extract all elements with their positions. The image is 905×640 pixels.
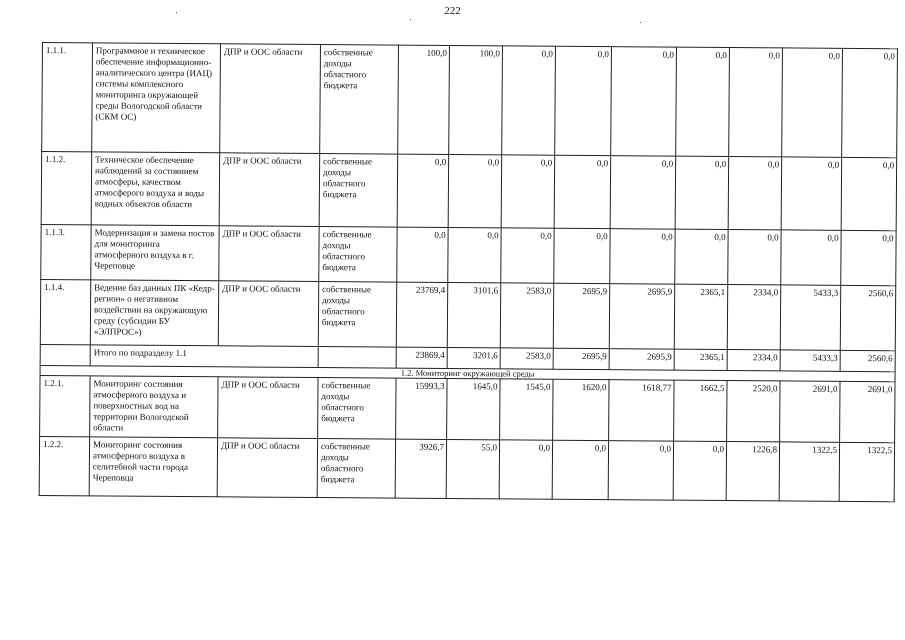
scan-speck	[410, 19, 411, 20]
empty-cell	[318, 347, 396, 369]
value-cell: 2695,9	[609, 349, 674, 370]
row-executor: ДПР и ООС области	[218, 377, 318, 439]
value-cell: 0,0	[728, 230, 781, 285]
table-row	[39, 436, 894, 501]
value-cell: 2695,9	[553, 283, 609, 348]
page-number: 222	[444, 5, 461, 17]
value-cell: 2365,1	[674, 349, 727, 370]
value-cell: 0,0	[611, 47, 677, 156]
value-cell: 0,0	[676, 47, 730, 156]
table-row	[41, 224, 896, 285]
value-cell: 0,0	[841, 230, 896, 285]
table-row	[41, 152, 897, 231]
value-cell: 2691,0	[840, 381, 895, 442]
value-cell: 0,0	[397, 154, 449, 227]
value-cell: 2560,6	[840, 350, 895, 371]
value-cell: 0,0	[842, 48, 898, 157]
row-name: Техническое обеспечение наблюдений за состоянием атмосферы, качеством атмосферого воздуха и воды водных объектов области	[91, 152, 220, 226]
value-cell: 0,0	[555, 46, 612, 155]
value-cell: 0,0	[781, 230, 841, 285]
value-cell: 0,0	[608, 441, 673, 500]
row-code: 1.2.1.	[40, 375, 90, 436]
scan-speck	[640, 22, 641, 23]
value-cell: 0,0	[675, 156, 729, 229]
row-name: Модернизация и замена постов для мониторинга атмосферного воздуха в г. Череповце	[91, 225, 219, 281]
value-cell: 2583,0	[500, 283, 553, 348]
section-title: 1.2. Мониторинг окружающей среды	[40, 365, 895, 381]
value-cell: 0,0	[501, 228, 554, 283]
value-cell: 0,0	[397, 227, 448, 282]
row-code: 1.1.1.	[42, 43, 93, 152]
budget-table	[39, 42, 898, 502]
value-cell: 0,0	[781, 157, 842, 230]
value-cell: 3926,7	[395, 439, 446, 498]
subtotal-label: Итого по подразделу 1.1	[90, 345, 318, 368]
value-cell: 2560,6	[840, 285, 895, 350]
value-cell: 0,0	[610, 156, 676, 229]
row-executor: ДПР и ООС области	[219, 226, 319, 282]
value-cell: 1645,0	[447, 378, 500, 439]
value-cell: 55,0	[446, 439, 499, 498]
value-cell: 0,0	[841, 157, 897, 230]
value-cell: 5433,3	[780, 285, 840, 350]
value-cell: 0,0	[782, 48, 843, 157]
row-source: собственные доходы областного бюджета	[318, 282, 396, 348]
value-cell: 2334,0	[727, 350, 780, 371]
value-cell: 0,0	[502, 46, 556, 155]
value-cell: 3201,6	[447, 347, 500, 368]
value-cell: 23769,4	[396, 282, 447, 347]
value-cell: 0,0	[610, 229, 675, 284]
row-code: 1.1.2.	[41, 152, 92, 225]
value-cell: 0,0	[554, 228, 610, 283]
value-cell: 0,0	[448, 227, 501, 282]
value-cell: 0,0	[554, 155, 611, 228]
value-cell: 5433,3	[780, 350, 840, 371]
table-row	[40, 375, 895, 442]
row-name: Мониторинг состояния атмосферного воздуха и поверхностных вод на территории Вологодской области	[90, 376, 218, 438]
value-cell: 0,0	[552, 440, 608, 499]
empty-cell	[40, 344, 90, 365]
row-executor: ДПР и ООС области	[219, 153, 320, 227]
value-cell: 0,0	[675, 229, 728, 284]
value-cell: 100,0	[398, 45, 450, 154]
row-name: Мониторинг состояния атмосферного воздуха в селитебной части города Череповца	[89, 437, 217, 497]
value-cell: 2583,0	[500, 348, 553, 369]
row-executor: ДПР и ООС области	[220, 44, 321, 154]
row-source: собственные доходы областного бюджета	[319, 154, 398, 228]
value-cell: 2695,9	[609, 284, 674, 349]
row-executor: ДПР и ООС области	[217, 438, 317, 498]
value-cell: 0,0	[728, 157, 782, 230]
value-cell: 23869,4	[396, 347, 447, 368]
value-cell: 15993,3	[396, 378, 447, 439]
value-cell: 2520,0	[727, 381, 780, 442]
value-cell: 1620,0	[553, 379, 609, 440]
value-cell: 0,0	[501, 155, 555, 228]
value-cell: 2334,0	[727, 285, 780, 350]
value-cell: 0,0	[673, 441, 726, 500]
row-source: собственные доходы областного бюджета	[320, 45, 399, 155]
scan-speck	[176, 12, 177, 13]
value-cell: 0,0	[499, 440, 552, 499]
value-cell: 0,0	[729, 48, 783, 157]
row-source: собственные доходы областного бюджета	[317, 439, 395, 499]
row-source: собственные доходы областного бюджета	[318, 378, 396, 440]
document-sheet	[39, 42, 898, 502]
row-name: Программное и техническое обеспечение информационно-аналитического центра (ИАЦ) системы комплексного мониторинга окружающей среды Вологодской области (СКМ ОС)	[92, 43, 221, 153]
value-cell: 1545,0	[500, 379, 553, 440]
row-code: 1.1.4.	[40, 279, 90, 344]
value-cell: 2365,1	[674, 284, 727, 349]
value-cell: 2691,0	[780, 381, 840, 442]
value-cell: 3101,6	[447, 282, 500, 347]
value-cell: 2695,9	[553, 348, 609, 369]
value-cell: 1662,5	[674, 380, 727, 441]
row-code: 1.2.2.	[39, 436, 89, 495]
table-row	[40, 279, 895, 350]
value-cell: 1322,5	[779, 442, 839, 501]
value-cell: 1618,77	[609, 380, 674, 441]
value-cell: 1226,8	[726, 442, 779, 501]
row-name: Ведение баз данных ПК «Кедр-регион» о негативном воздействии на окружающую среду (субсидии БУ «ЭЛПРОС»)	[90, 280, 218, 346]
table-row	[42, 43, 898, 158]
value-cell: 1322,5	[839, 442, 894, 501]
value-cell: 100,0	[449, 45, 503, 154]
value-cell: 0,0	[448, 154, 502, 227]
row-code: 1.1.3.	[41, 224, 91, 279]
row-executor: ДПР и ООС области	[218, 281, 318, 347]
row-source: собственные доходы областного бюджета	[319, 227, 397, 283]
